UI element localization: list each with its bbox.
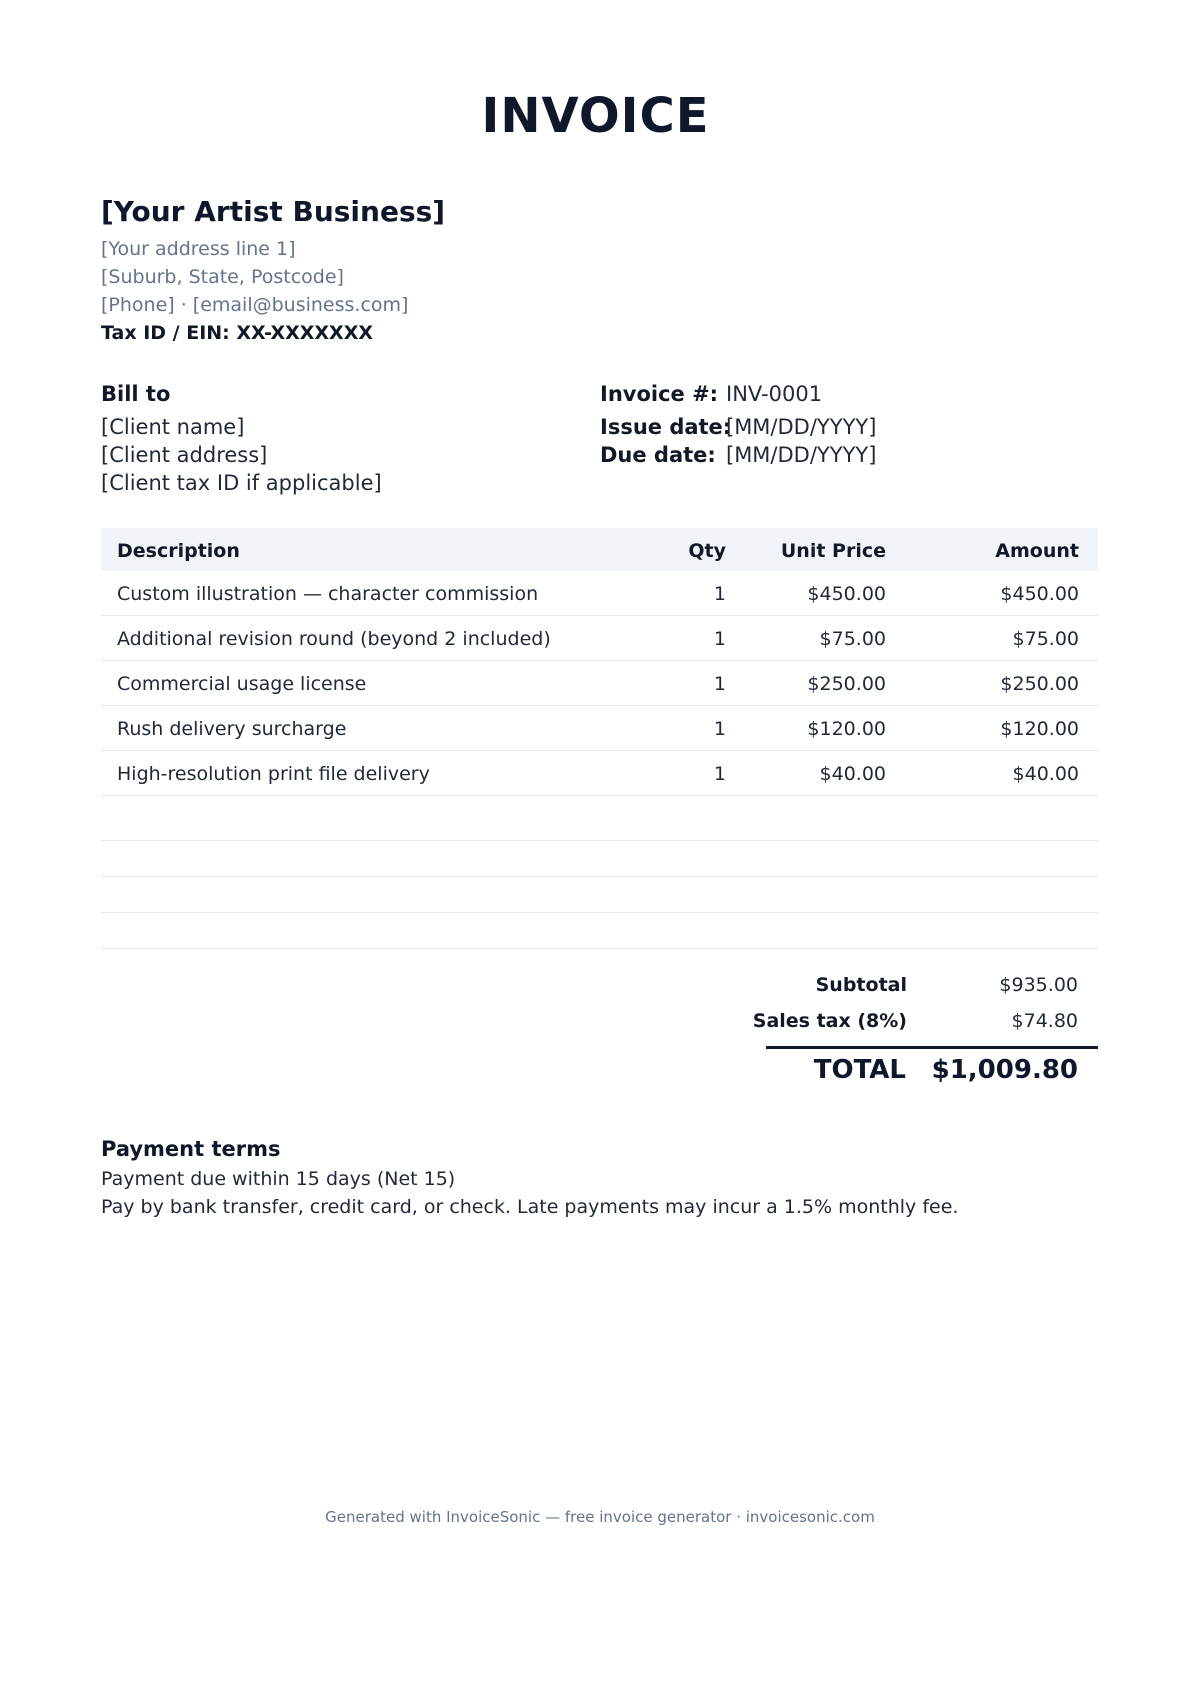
payment-terms-line2: Pay by bank transfer, credit card, or check. Late payments may incur a 1.5% monthly fee. — [101, 1196, 959, 1218]
issue-date-label: Issue date: — [600, 415, 732, 439]
row-unit-price: $75.00 — [819, 628, 886, 650]
row-qty: 1 — [713, 628, 726, 650]
footer-credit: Generated with InvoiceSonic — free invoice generator · invoicesonic.com — [325, 1508, 875, 1526]
row-amount: $250.00 — [1000, 673, 1079, 695]
subtotal-value: $935.00 — [999, 974, 1078, 996]
header-qty: Qty — [688, 540, 726, 562]
table-row — [101, 706, 1098, 751]
payment-terms-line1: Payment due within 15 days (Net 15) — [101, 1168, 456, 1190]
row-description: Rush delivery surcharge — [117, 718, 347, 740]
due-date-value: [MM/DD/YYYY] — [726, 443, 877, 467]
bill-to-heading: Bill to — [101, 382, 171, 406]
table-row — [101, 616, 1098, 661]
subtotal-label: Subtotal — [815, 974, 907, 996]
invoice-number-label: Invoice #: — [600, 382, 719, 406]
empty-table-row — [101, 796, 1098, 841]
total-divider — [766, 1046, 1098, 1049]
business-contact: [Phone] · [email@business.com] — [101, 294, 409, 316]
table-row — [101, 571, 1098, 616]
client-tax-id: [Client tax ID if applicable] — [101, 471, 382, 495]
invoice-number-value: INV-0001 — [726, 382, 823, 406]
row-qty: 1 — [713, 718, 726, 740]
issue-date-value: [MM/DD/YYYY] — [726, 415, 877, 439]
payment-terms-heading: Payment terms — [101, 1137, 281, 1161]
row-unit-price: $450.00 — [807, 583, 886, 605]
row-qty: 1 — [713, 583, 726, 605]
row-amount: $450.00 — [1000, 583, 1079, 605]
row-unit-price: $120.00 — [807, 718, 886, 740]
row-qty: 1 — [713, 763, 726, 785]
row-description: Custom illustration — character commission — [117, 583, 539, 605]
business-tax-id: Tax ID / EIN: XX-XXXXXXX — [101, 322, 374, 344]
total-value: $1,009.80 — [931, 1055, 1078, 1085]
row-amount: $40.00 — [1012, 763, 1079, 785]
row-amount: $75.00 — [1012, 628, 1079, 650]
empty-table-row — [101, 841, 1098, 877]
total-label: TOTAL — [813, 1055, 906, 1085]
business-address-line2: [Suburb, State, Postcode] — [101, 266, 344, 288]
empty-table-row — [101, 877, 1098, 913]
client-address: [Client address] — [101, 443, 268, 467]
header-amount: Amount — [995, 540, 1079, 562]
table-header — [101, 528, 1098, 571]
sales-tax-value: $74.80 — [1011, 1010, 1078, 1032]
header-unit-price: Unit Price — [780, 540, 886, 562]
header-description: Description — [117, 540, 240, 562]
row-amount: $120.00 — [1000, 718, 1079, 740]
business-name: [Your Artist Business] — [101, 195, 446, 228]
client-name: [Client name] — [101, 415, 245, 439]
row-qty: 1 — [713, 673, 726, 695]
sales-tax-label: Sales tax (8%) — [752, 1010, 907, 1032]
business-address-line1: [Your address line 1] — [101, 238, 296, 260]
row-unit-price: $40.00 — [819, 763, 886, 785]
table-row — [101, 751, 1098, 796]
table-row — [101, 661, 1098, 706]
due-date-label: Due date: — [600, 443, 716, 467]
empty-table-row — [101, 913, 1098, 949]
invoice-title: INVOICE — [481, 88, 710, 144]
row-unit-price: $250.00 — [807, 673, 886, 695]
row-description: Commercial usage license — [117, 673, 367, 695]
line-items-table — [101, 528, 1098, 949]
row-description: High-resolution print file delivery — [117, 763, 430, 785]
row-description: Additional revision round (beyond 2 included) — [117, 628, 551, 650]
